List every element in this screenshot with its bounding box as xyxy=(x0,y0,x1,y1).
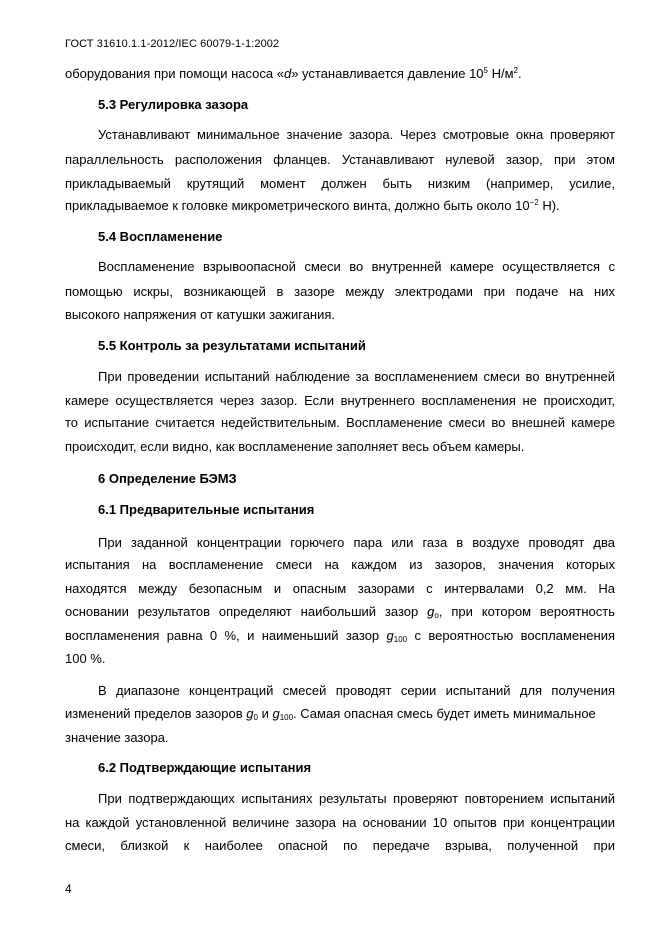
variable: d xyxy=(283,66,292,81)
paragraph-line: находятся между безопасным и опасным зазорами с интервалами 0,2 мм. На xyxy=(65,581,615,596)
paragraph-line: камере осуществляется через зазор. Если внутреннего воспламенения не происходит, xyxy=(65,393,615,408)
text-span: основании результатов определяют наибольший зазор xyxy=(65,604,428,619)
variable: g xyxy=(272,706,280,721)
text-span: оборудования при помощи насоса « xyxy=(65,66,284,81)
paragraph-line: В диапазоне концентраций смесей проводят серии испытаний для получения xyxy=(98,683,615,698)
paragraph-line: 100 %. xyxy=(65,651,106,666)
paragraph-line: помощью искры, возникающей в зазоре между электродами при подаче на них xyxy=(65,284,615,299)
paragraph-line xyxy=(65,198,615,214)
paragraph-line: смеси, близкой к наиболее опасной по передаче взрыва, полученной при xyxy=(65,838,615,853)
paragraph-line: испытания на воспламенение смеси на каждом из зазоров, значения которых xyxy=(65,557,615,572)
section-heading-6-1: 6.1 Предварительные испытания xyxy=(98,502,315,517)
paragraph-line xyxy=(65,628,615,644)
section-heading-5-5: 5.5 Контроль за результатами испытаний xyxy=(98,338,366,353)
section-heading-5-4: 5.4 Воспламенение xyxy=(98,229,223,244)
paragraph-line xyxy=(65,706,615,722)
text-span: » устанавливается давление 10 xyxy=(291,66,484,81)
text-span: прикладываемое к головке микрометрического винта, должно быть около 10 xyxy=(65,198,530,213)
paragraph-line: При проведении испытаний наблюдение за воспламенением смеси во внутренней xyxy=(98,369,615,384)
variable: g xyxy=(427,604,435,619)
paragraph-line: При подтверждающих испытаниях результаты проверяют повторением испытаний xyxy=(98,791,615,806)
subscript: 100 xyxy=(279,713,294,722)
paragraph-line xyxy=(65,604,615,620)
page-number: 4 xyxy=(65,882,72,896)
paragraph-line: на каждой установленной величине зазора на основании 10 опытов при концентрации xyxy=(65,815,615,830)
subscript: 100 xyxy=(393,635,408,644)
paragraph-line: значение зазора. xyxy=(65,730,169,745)
paragraph-line: прикладываемый крутящий момент должен быть низким (например, усилие, xyxy=(65,176,615,191)
subscript: o xyxy=(434,611,439,620)
paragraph-line: Воспламенение взрывоопасной смеси во внутренней камере осуществляется с xyxy=(98,259,615,274)
exponent: 5 xyxy=(483,66,488,75)
exponent: 2 xyxy=(513,66,518,75)
text-span: Н/м xyxy=(487,66,514,81)
paragraph-line xyxy=(65,66,615,82)
text-span: изменений пределов зазоров xyxy=(65,706,247,721)
text-span: . xyxy=(518,66,522,81)
text-span: Н). xyxy=(538,198,560,213)
section-heading-6-2: 6.2 Подтверждающие испытания xyxy=(98,760,312,775)
standard-header: ГОСТ 31610.1.1-2012/IEC 60079-1-1:2002 xyxy=(65,38,280,50)
section-heading-5-3: 5.3 Регулировка зазора xyxy=(98,97,249,112)
paragraph-line: происходит, если видно, как воспламенение заполняет весь объем камеры. xyxy=(65,439,525,454)
text-span: и xyxy=(257,706,273,721)
paragraph-line: высокого напряжения от катушки зажигания. xyxy=(65,307,336,322)
subscript: 0 xyxy=(253,713,258,722)
text-span: , при котором вероятность xyxy=(438,604,615,619)
variable: g xyxy=(246,706,254,721)
paragraph-line: При заданной концентрации горючего пара или газа в воздухе проводят два xyxy=(98,535,615,550)
paragraph-line: то испытание считается недействительным. Воспламенение смеси во внешней камере xyxy=(65,415,615,430)
paragraph-line: параллельность расположения фланцев. Устанавливают нулевой зазор, при этом xyxy=(65,152,615,167)
text-span: воспламенения равна 0 %, и наименьший зазор xyxy=(65,628,387,643)
paragraph-line: Устанавливают минимальное значение зазора. Через смотровые окна проверяют xyxy=(98,127,615,142)
section-heading-6: 6 Определение БЭМЗ xyxy=(98,471,237,486)
text-span: . Самая опасная смесь будет иметь минимальное xyxy=(293,706,596,721)
exponent: −2 xyxy=(529,198,539,207)
variable: g xyxy=(386,628,394,643)
text-span: с вероятностью воспламенения xyxy=(407,628,616,643)
